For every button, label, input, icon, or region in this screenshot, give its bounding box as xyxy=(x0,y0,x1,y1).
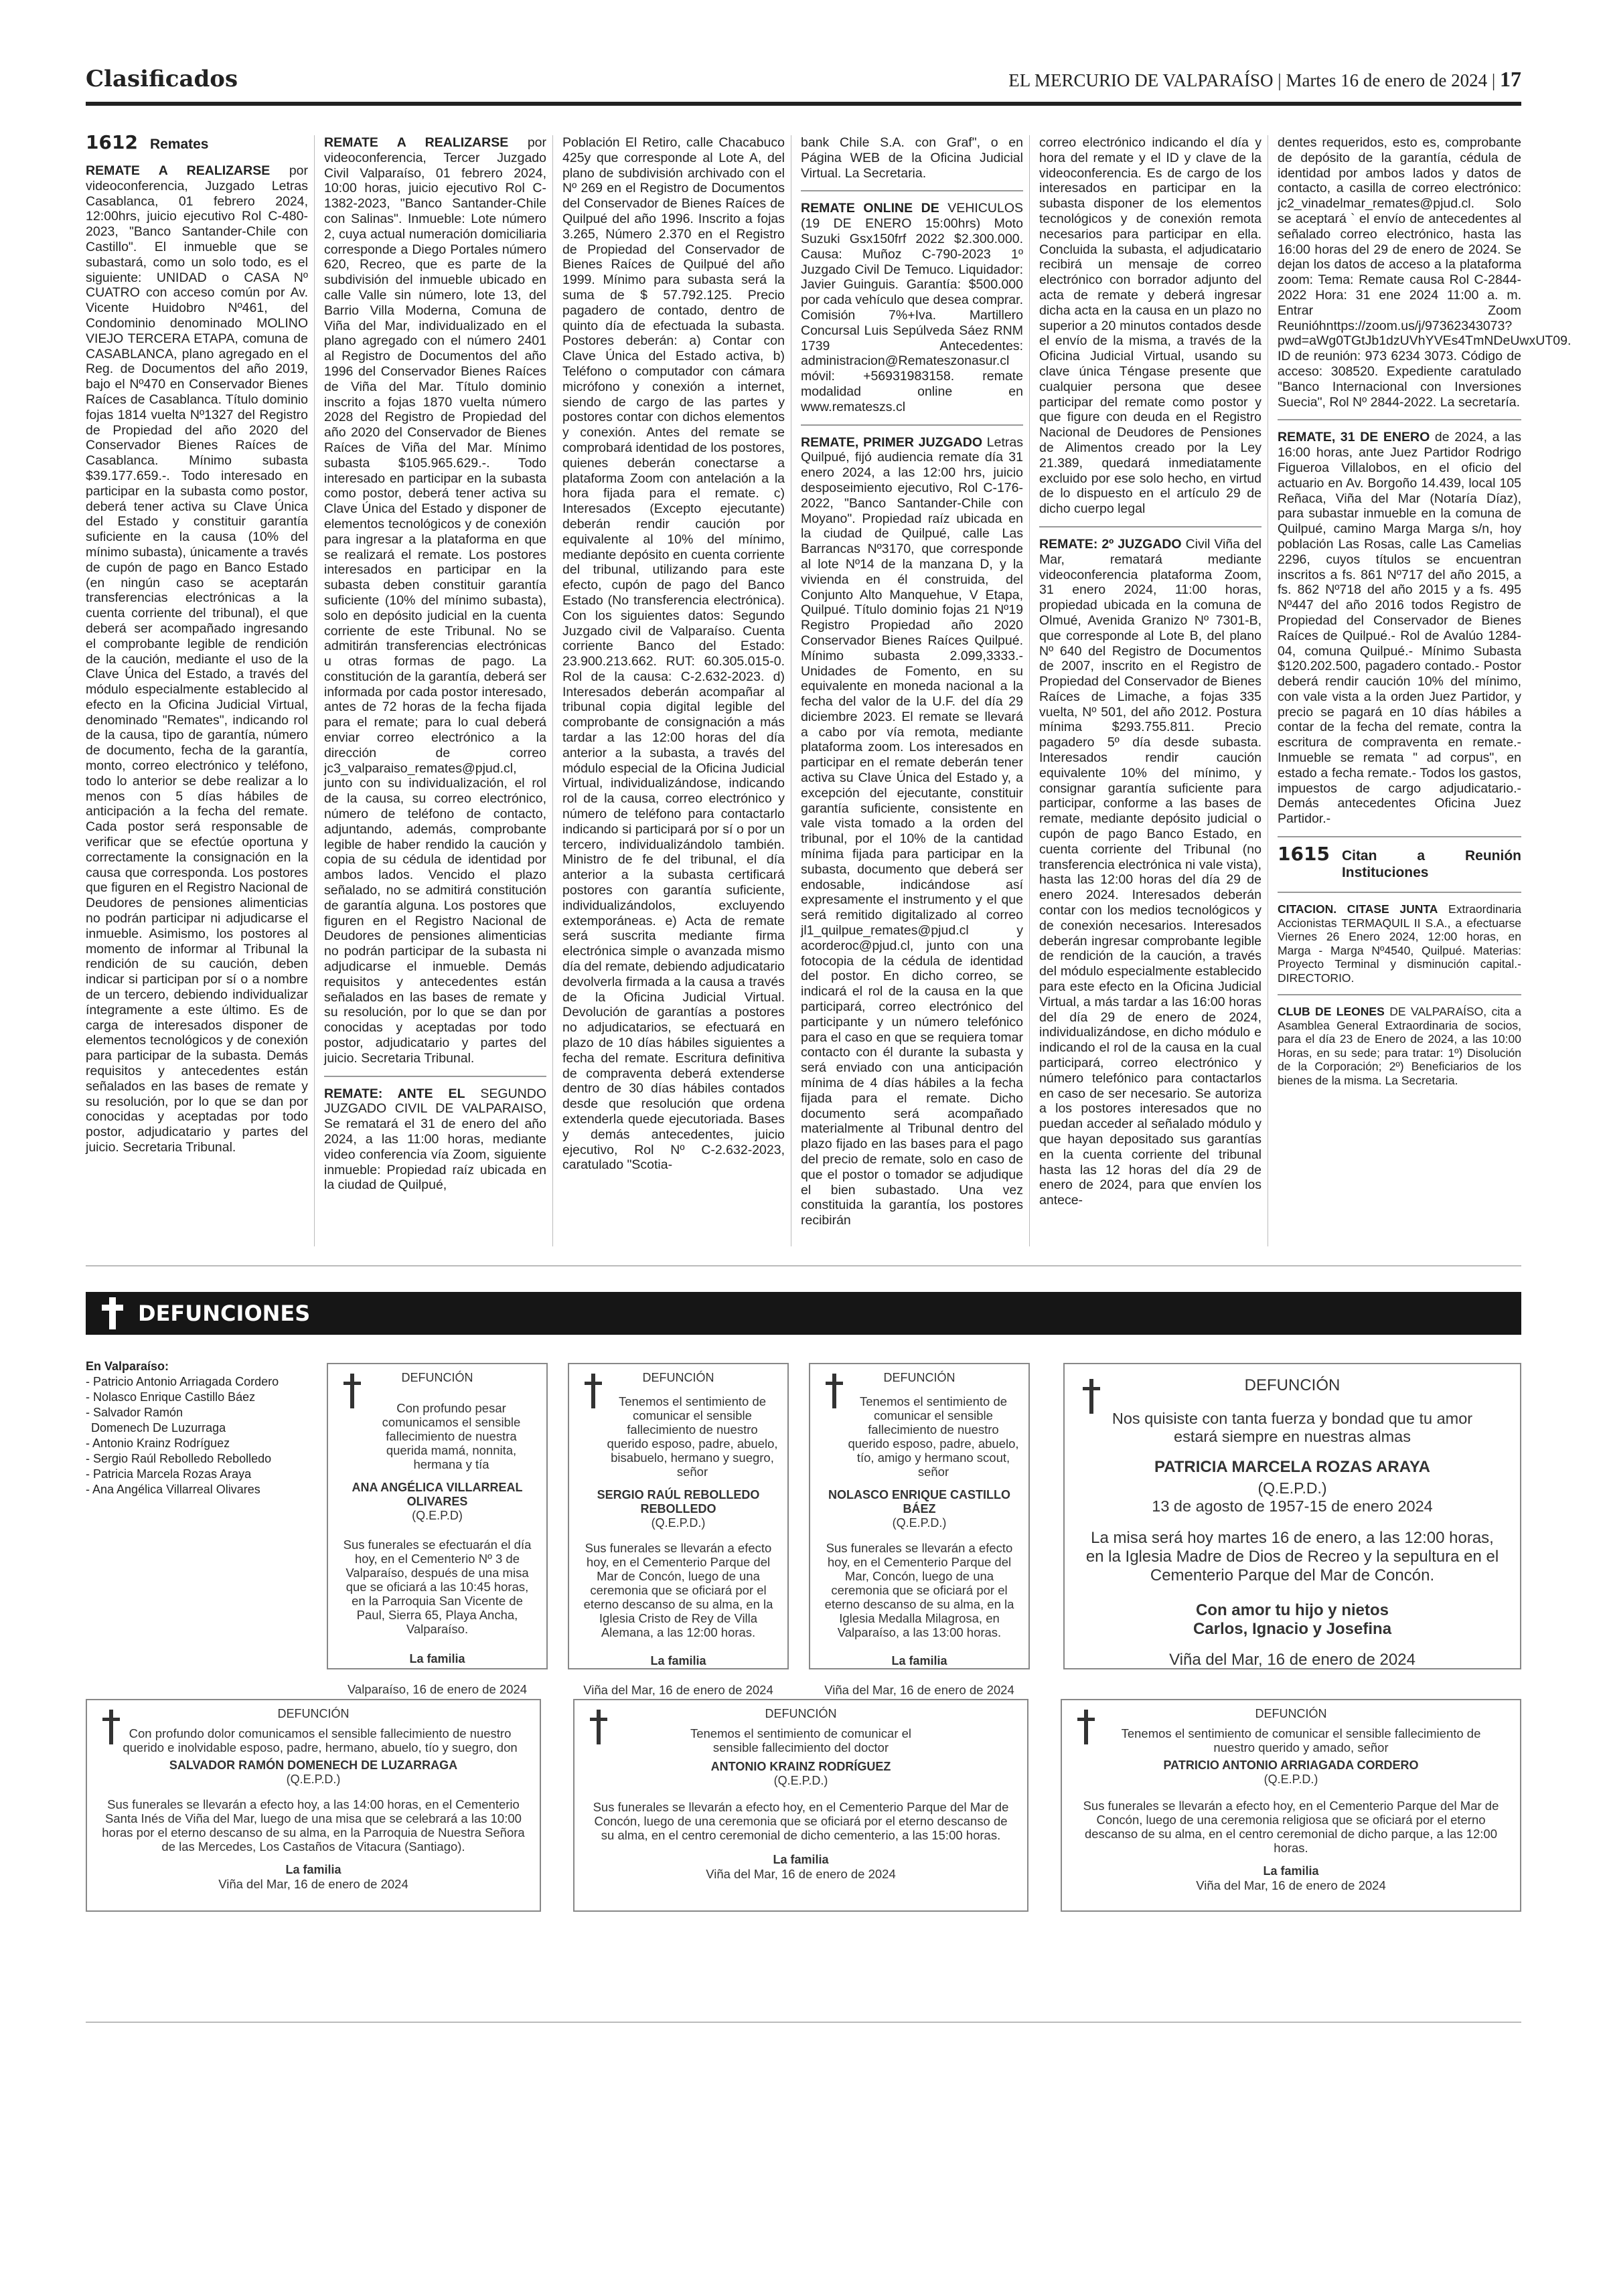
deceased-name: SALVADOR RAMÓN DOMENECH DE LUZARRAGA xyxy=(169,1758,458,1772)
notice-intro: Tenemos el sentimiento de comunicar el sensible fallecimiento del doctor xyxy=(690,1726,912,1754)
notice-body: Sus funerales se llevarán a efecto hoy, a las 14:00 horas, en el Cementerio Santa Inés de Viña del Mar, luego de una misa que se celebrará a las 10:00 horas por el eterno descanso de su alma, en la Parroquia de Nuestra Señora de las Mercedes, Los Castaños de Vitacura (Santiago). xyxy=(102,1797,525,1854)
section-heading-1612 xyxy=(86,131,308,153)
cross-icon xyxy=(587,1708,611,1746)
notice-label: DEFUNCIÓN xyxy=(401,1371,473,1384)
cross-icon xyxy=(340,1372,364,1410)
notice-place-date: Viña del Mar, 16 de enero de 2024 xyxy=(1169,1651,1415,1669)
qepd: (Q.E.P.D) xyxy=(412,1509,463,1522)
obituary-notice xyxy=(568,1363,789,1697)
section-number: 1615 xyxy=(1278,843,1330,866)
classified-ad: REMATE, 31 DE ENERO de 2024, a las 16:00 horas, ante Juez Partidor Rodrigo Figueroa Villalobos, en el oficio del actuario en Av. Borgoño 14.439, local 105 Reñaca, Viña del Mar (Notaría Díaz), para subastar inmueble en la comuna de Quilpué, camino Marga Marga s/n, hoy población Las Rosas, calle Las Camelias 2296, cuyos títulos se encuentran inscritos a fs. 861 Nº717 del año 2015, a fs. 862 Nº718 del año 2015 y a fs. 495 Nº447 del año 2016 todos Registro de Propiedad del Conservador de Bienes Raíces de Quilpué.- Rol de Avalúo 1284-04, comuna Quilpué.- Mínimo Subasta $120.202.500, pagadero contado.- Postor deberá rendir caución 10% del mínimo, con vale vista a la orden Juez Partidor, y precio se pagará en 10 días hábiles a contar de la fecha del remate, contra la escritura de compraventa en remate.- Inmueble se remata " ad corpus", en estado a fecha remate.- Todos los gastos, impuestos de cargo adjudicatario.- Demás antecedentes Oficina Juez Partidor.- xyxy=(1278,430,1521,827)
life-dates: 13 de agosto de 1957-15 de enero 2024 xyxy=(1152,1497,1433,1515)
obituary-notice xyxy=(573,1699,1028,1912)
notice-intro: Tenemos el sentimiento de comunicar el sensible fallecimiento de nuestro querido esposo, padre, abuelo, bisabuelo, hermano y suegro, señor xyxy=(607,1394,778,1479)
notice-place-date: Viña del Mar, 16 de enero de 2024 xyxy=(706,1867,896,1881)
list-item: - Antonio Krainz Rodríguez xyxy=(86,1437,230,1450)
notice-body: Sus funerales se llevarán a efecto hoy, en el Cementerio Parque del Mar de Concón, luego de una ceremonia que se oficiará por el eterno descanso de su alma, en la Iglesia Cristo de Rey de Villa Alemana, a las 12:00 horas. xyxy=(583,1541,773,1639)
column-rule xyxy=(552,135,553,1246)
notice-place-date: Viña del Mar, 16 de enero de 2024 xyxy=(824,1683,1014,1697)
classified-ad: REMATE, PRIMER JUZGADO Letras Quilpué, fijó audiencia remate día 31 enero 2024, a las 12:00 hrs, juicio desposeimiento ejecutivo, Rol C-176-2022, "Banco Santander-Chile con Moyano". Propiedad raíz ubicada en la ciudad de Quilpué, calle Las Barrancas Nº3170, que corresponde al lote Nº14 de la manzana D, y la vivienda en él construida, del Conjunto Alto Manquehue, V Etapa, Quilpué. Título dominio fojas 21 Nº19 Registro Propiedad año 2020 Conservador Bienes Raíces Quilpué. Mínimo subasta 2.099,3333.- Unidades de Fomento, en su equivalente en moneda nacional a la fecha del valor de la U.F. del día 29 diciembre 2023. El remate se llevará a cabo por vía remota, mediante plataforma zoom. Los interesados en participar en el remate deberán tener activa su Clave Única del Estado y, a excepción del ejecutante, constituir garantía suficiente, consistente en vale vista tomado a la orden del tribunal, por el 10% de la cantidad mínima fijada para participar en la subasta, documento que deberá ser endosable, indicándose así expresamente el instrumento y el que será remitido digitalizado al correo jl1_quilpue_remates@pjud.cl y acorderoc@pjud.cl, junto con una fotocopia de la cédula de identidad del postor. En dicho correo, se indicará el rol de la causa en la que participará, correo electrónico del participante y un número telefónico para el caso en que se requiera tomar contacto con él durante la subasta y será enviado con una anticipación mínima de 4 días hábiles a la fecha fijada para el remate. Dicho documento será acompañado materialmente al Tribunal dentro del plazo fijado en las bases para el pago del precio de remate, solo en caso de que el postor o tomador se adjudique el bien subastado. Una vez constituida la garantía, los postores recibirán xyxy=(801,434,1023,1228)
obituaries-title: DEFUNCIONES xyxy=(138,1301,311,1326)
issue-date: Martes 16 de enero de 2024 xyxy=(1286,70,1488,90)
list-item: - Ana Angélica Villarreal Olivares xyxy=(86,1483,260,1496)
divider xyxy=(86,2022,1521,2023)
column-5 xyxy=(1039,135,1261,1246)
divider xyxy=(1278,994,1521,995)
notice-label: DEFUNCIÓN xyxy=(277,1707,350,1720)
column-rule xyxy=(1029,135,1030,1246)
cross-icon xyxy=(1074,1708,1098,1746)
page-header xyxy=(86,62,1521,106)
divider xyxy=(324,1076,546,1077)
classified-ad: CLUB DE LEONES DE VALPARAÍSO, cita a Asamblea General Extraordinaria de socios, para el día 23 de Enero de 2024, a las 10:00 Horas, en su sede; para tratar: 1º) Disolución de la Corporación; 2º) Beneficiarios de los bienes de la misma. La Secretaria. xyxy=(1278,1005,1521,1087)
list-item: - Salvador Ramón xyxy=(86,1406,183,1419)
signature: La familia xyxy=(409,1652,465,1665)
classified-ad: REMATE: ANTE EL SEGUNDO JUZGADO CIVIL DE VALPARAISO, Se rematará el 31 de enero del año 2024, a las 11:00 horas, mediante video conferencia vía Zoom, siguiente inmueble: Propiedad raíz ubicada en la ciudad de Quilpué, xyxy=(324,1086,546,1193)
notice-intro: Con profundo dolor comunicamos el sensible fallecimiento de nuestro querido e inolvidable esposo, padre, hermano, abuelo, tío y suegro, don xyxy=(123,1726,518,1754)
signature: La familia xyxy=(891,1654,947,1667)
cross-icon xyxy=(95,1296,130,1331)
paper-name: EL MERCURIO DE VALPARAÍSO xyxy=(1008,70,1274,90)
classified-ad: REMATE ONLINE DE VEHICULOS (19 DE ENERO 15:00hrs) Moto Suzuki Gsx150frf 2022 $2.300.000. Causa: Muñoz C-790-2023 1º Juzgado Civil De Temuco. Liquidador: Javier Guinguis. Garantía: $500.000 por cada vehículo que desea comprar. Comisión 7%+Iva. Martillero Concursal Luis Sepúlveda Sáez RNM 1739 Antecedentes: administracion@Remateszonasur.cl móvil: +56931983158. remate modalidad online en www.remateszs.cl xyxy=(801,201,1023,414)
notice-place-date: Viña del Mar, 16 de enero de 2024 xyxy=(1196,1878,1386,1892)
masthead-info: EL MERCURIO DE VALPARAÍSO | Martes 16 de enero de 2024 | 17 xyxy=(1008,67,1521,91)
classified-ad: dentes requeridos, esto es, comprobante de depósito de la garantía, cédula de identidad por ambos lados y datos de contacto, a casilla de correo electrónico: jc2_vinadelmar_remates@pjud.cl. Solo se aceptará ` el envío de antecedentes al señalado correo electrónico, hasta las 16:00 horas del 29 de enero de 2024. Se dejan los datos de acceso a la plataforma zoom: Tema: Remate causa Rol C-2844-2022 Hora: 31 ene 2024 11:00 a. m. Entrar Zoom Reunióhnttps://zoom.us/j/97362343073? pwd=aWg0TGtJb1dzUVhYVEs4TmNDeUwxUT09. ID de reunión: 973 6234 3073. Código de acceso: 308520. Expediente caratulado "Banco Internacional con Inversiones Suecia", Rol Nº 2844-2022. La secretaría. xyxy=(1278,135,1572,410)
divider xyxy=(1278,892,1521,893)
list-item: - Patricio Antonio Arriagada Cordero xyxy=(86,1375,279,1388)
classified-ad: REMATE A REALIZARSE por videoconferencia, Juzgado Letras Casablanca, 01 febrero 2024, 12:00hrs, juicio ejecutivo Rol C-480-2023, "Banco Santander-Chile con Castillo". El inmueble que se subastará, como un solo todo, es el siguiente: UNIDAD o CASA Nº CUATRO con acceso común por Av. Vicente Huidobro Nº461, del Condominio denominado MOLINO VIEJO TERCERA ETAPA, comuna de CASABLANCA, plano agregado en el Reg. de Documentos del año 2019, bajo el Nº470 en Conservador Bienes Raíces de Casablanca. Título dominio fojas 1814 vuelta Nº1327 del Registro de Propiedad del año 2020 del Conservador Bienes Raíces de Casablanca. Mínimo subasta $39.177.659.-. Todo interesado en participar en la subasta como postor, deberá tener activa su Clave Única del Estado y constituir garantía suficiente en la causa (10% del mínimo subasta), únicamente a través de cupón de pago en Banco Estado (en ningún caso se aceptarán transferencias electrónicas a la cuenta corriente del tribunal), el que deberá ser acompañado ingresando el comprobante legible de rendición de la caución, mediante el uso de la Clave Única del Estado, a través del módulo especialmente establecido al efecto en la Oficina Judicial Virtual, denominado "Remates", indicando rol de la causa, tipo de garantía, número de documento, fecha de la garantía, monto, correo electrónico y teléfono, todo lo anterior se debe realizar a lo menos con 5 días hábiles de anticipación a la fecha del remate. Cada postor será responsable de verificar que se efectúe oportuna y correctamente la consignación en la causa que corresponda. Los postores que figuren en el Registro Nacional de Deudores de pensiones alimenticias no podrán participar ni adjudicarse el inmueble. Asimismo, los postores al momento de informar al Tribunal la rendición de su caución, deben indicar si participan por sí o a nombre de un tercero, debiendo individualizar íntegramente a este último. Es de carga de interesados disponer de elementos tecnológicos y de conexión para participar de la subasta. Demás requisitos y antecedentes están señalados en las bases de remate y su resolución, por lo que se dan por conocidas y aceptadas por todo postor, adjudicatario y partes del juicio. Secretaria Tribunal. xyxy=(86,163,308,1155)
obituaries-banner xyxy=(86,1292,1521,1335)
obituary-notice xyxy=(1063,1363,1521,1669)
qepd: (Q.E.P.D.) xyxy=(773,1774,828,1787)
section-title: Clasificados xyxy=(86,66,238,92)
cross-icon xyxy=(822,1372,846,1410)
notice-label: DEFUNCIÓN xyxy=(883,1371,955,1384)
notice-label: DEFUNCIÓN xyxy=(765,1707,837,1720)
signature-names: Carlos, Ignacio y Josefina xyxy=(1193,1620,1392,1638)
divider xyxy=(1039,526,1261,527)
column-3 xyxy=(562,135,785,1246)
divider xyxy=(801,190,1023,191)
notice-intro: Con profundo pesar comunicamos el sensible fallecimiento de nuestra querida mamá, nonnita, hermana y tía xyxy=(382,1401,521,1471)
section-label: Citan a Reunión Instituciones xyxy=(1341,848,1521,881)
notice-body: La misa será hoy martes 16 de enero, a las 12:00 horas, en la Iglesia Madre de Dios de Recreo y la sepultura en el Cementerio Parque del Mar de Concón. xyxy=(1085,1529,1499,1584)
classified-ad: REMATE: 2º JUZGADO Civil Viña del Mar, rematará mediante videoconferencia plataforma Zoom, 31 enero 2024, 11:00 horas, propiedad ubicada en la comuna de Olmué, Avenida Granizo Nº 7301-B, que corresponde al Lote B, del plano Nº 640 del Registro de Documentos de 2007, inscrito en el Registro de Propiedad del Conservador de Bienes Raíces de Limache, a fojas 335 vuelta, Nº 501, del año 2012. Postura mínima $293.755.811. Precio pagadero 5º día desde subasta. Interesados rendir caución equivalente 10% del mínimo, y consignar garantía suficiente para participar, conforme a las bases de remate, mediante depósito judicial o cupón de pago Banco Estado, en cuenta corriente del Tribunal (no transferencia electrónica ni vale vista), hasta las 12:00 horas del día 29 de enero 2024. Interesados deberán contar con los medios tecnológicos y de conexión necesarios. Interesados deberán ingresar comprobante legible de rendición de la caución, a través del módulo especialmente establecido para este efecto en la Oficina Judicial Virtual, a más tardar a las 16:00 horas del día 29 de enero de 2024, individualizándose, en dicho módulo e indicando el rol de la causa en la cual participará, correo electrónico y número telefónico para contactarlos en caso de ser necesario. Se autoriza a los postores interesados que no puedan acceder al señalado módulo y que hayan depositado sus garantías en la cuenta corriente del tribunal hasta las 12 horas del día 29 de enero de 2024, para que envíen los antece- xyxy=(1039,536,1262,1208)
signature: La familia xyxy=(773,1853,829,1866)
signature: Con amor tu hijo y nietos xyxy=(1195,1601,1389,1619)
qepd: (Q.E.P.D.) xyxy=(1257,1479,1327,1497)
deceased-name: ANA ANGÉLICA VILLARREAL OLIVARES xyxy=(352,1481,523,1508)
column-rule xyxy=(314,135,315,1246)
classified-ad: bank Chile S.A. con Graf", o en Página WEB de la Oficina Judicial Virtual. La Secretaria. xyxy=(801,135,1023,181)
classified-ad: Población El Retiro, calle Chacabuco 425y que corresponde al Lote A, del plano de subdivisión archivado con el Nº 269 en el Registro de Documentos del Conservador de Bienes Raíces de Quilpué del año 1996. Inscrito a fojas 3.265, Número 2.370 en el Registro de Propiedad del Conservador de Bienes Raíces de Quilpué del año 1999. Mínimo para subasta será la suma de $ 57.792.125. Precio pagadero de contado, dentro de quinto día de efectuada la subasta. Postores deberán: a) Contar con Clave Única del Estado activa, b) Teléfono o computador con cámara micrófono y conexión a internet, siendo de cargo de las partes y postores contar con dichos elementos y conexión. Antes del remate se comprobará identidad de los postores, quienes deberán conectarse a plataforma Zoom con antelación a la hora fijada para el remate. c) Interesados (Excepto ejecutante) deberán rendir caución por equivalente al 10% del mínimo, mediante depósito en cuenta corriente del tribunal, utilizando para este efecto, cupón de pago del Banco Estado (No transferencia electrónica). Con los siguientes datos: Segundo Juzgado civil de Valparaíso. Cuenta corriente Banco del Estado: 23.900.213.662. RUT: 60.305.015-0. Rol de la causa: C-2.632-2023. d) Interesados deberán acompañar al tribunal copia digital legible del comprobante de consignación a más tardar a las 12:00 horas del día anterior a la subasta, a través del módulo especial de la Oficina Judicial Virtual, individualizándose, indicando rol de la causa, correo electrónico y número de teléfono para contactarlo indicando si participará por sí o por un tercero, individualizándolo también. Ministro de fe del tribunal, el día anterior a la subasta certificará postores con garantía suficiente, individualizándolos, excluyendo extemporáneas. e) Acta de remate será suscrita mediante firma electrónica simple o avanzada mismo día del remate, debiendo adjudicatario devolverla firmada a la causa a través de la Oficina Judicial Virtual. Devolución de garantías a postores no adjudicatarios, se efectuará en plazo de 10 días hábiles siguientes a fecha del remate. Escritura definitiva de compraventa deberá extenderse dentro de 30 días hábiles contados desde que resolución que ordena extenderla quede ejecutoriada. Bases y demás antecedentes, juicio ejecutivo, Rol Nº C-2.632-2023, caratulado "Scotia- xyxy=(562,135,785,1173)
section-number: 1612 xyxy=(86,131,138,153)
notice-intro: Nos quisiste con tanta fuerza y bondad que tu amor estará siempre en nuestras almas xyxy=(1112,1410,1473,1445)
cross-icon xyxy=(99,1708,123,1746)
notice-body: Sus funerales se llevarán a efecto hoy, en el Cementerio Parque del Mar, Concón, luego de una ceremonia que se oficiará por el eterno descanso de su alma, en la Iglesia Medalla Milagrosa, en Valparaíso, a las 13:00 horas. xyxy=(824,1541,1014,1639)
deceased-name: SERGIO RAÚL REBOLLEDO REBOLLEDO xyxy=(597,1488,760,1515)
classified-ad: REMATE A REALIZARSE por videoconferencia, Tercer Juzgado Civil Valparaíso, 01 febrero 2024, 10:00 horas, juicio ejecutivo Rol C-1382-2023, "Banco Santander-Chile con Salinas". Inmueble: Lote número 2, cuya actual numeración domiciliaria corresponde a Diego Portales número 620, Recreo, que es parte de la subdivisión del inmueble ubicado en calle Valle sin número, lote 13, del Barrio Villa Moderna, Comuna de Viña del Mar, individualizado en el plano agregado con el número 2401 al Registro de Documentos del año 1996 del Conservador Bienes Raíces de Viña del Mar. Título dominio inscrito a fojas 1870 vuelta número 2028 del Registro de Propiedad del año 2020 del Conservador de Bienes Raíces de Viña del Mar. Mínimo subasta $105.965.629.-. Todo interesado en participar en la subasta como postor, deberá tener activa su Clave Única del Estado y disponer de elementos tecnológicos y de conexión para ingresar a la plataforma en que se realizará el remate. Los postores interesados en participar en la subasta deben constituir garantía suficiente (10% del mínimo subasta), solo en depósito judicial en la cuenta corriente de este Tribunal. No se admitirán transferencias electrónicas u otras formas de pago. La constitución de la garantía, deberá ser informada por cada postor interesado, antes de 72 horas de la fecha fijada para el remate; para lo cual deberá enviar correo electrónico a la dirección de correo jc3_valparaiso_remates@pjud.cl, junto con su individualización, el rol de la causa, su correo electrónico, número de teléfono de contacto, adjuntando, además, comprobante legible de haber rendido la caución y copia de su cédula de identidad por ambos lados. Vencido el plazo señalado, no se admitirá constitución de garantía alguna. Los postores que figuren en el Registro Nacional de Deudores de pensiones alimenticias no podrán participar de la subasta ni adjudicarse el inmueble. Demás requisitos y antecedentes están señalados en las bases de remate y su resolución, por lo que se dan por conocidas y aceptadas por todo postor, adjudicatario y partes del juicio. Secretaria Tribunal. xyxy=(324,135,546,1066)
list-item: Domenech De Luzurraga xyxy=(91,1421,226,1434)
deceased-name: PATRICIO ANTONIO ARRIAGADA CORDERO xyxy=(1163,1758,1419,1772)
page-number: 17 xyxy=(1500,67,1521,91)
valparaiso-heading: En Valparaíso: xyxy=(86,1360,169,1373)
obituary-notice xyxy=(327,1363,548,1696)
signature: La familia xyxy=(650,1654,706,1667)
notice-body: Sus funerales se llevarán a efecto hoy, en el Cementerio Parque del Mar de Concón, luego de una ceremonia que se oficiará por el eterno descanso de su alma, en el centro ceremonial de dicho cementerio, a las 15:00 horas. xyxy=(593,1800,1009,1842)
qepd: (Q.E.P.D.) xyxy=(651,1516,706,1530)
notice-label: DEFUNCIÓN xyxy=(1255,1707,1327,1720)
divider xyxy=(86,1265,1521,1266)
obituary-notice xyxy=(1061,1699,1521,1912)
signature: La familia xyxy=(285,1863,341,1876)
notice-body: Sus funerales se efectuarán el día hoy, en el Cementerio Nº 3 de Valparaíso, después de una misa que se oficiará a las 10:45 horas, en la Parroquia San Vicente de Paul, Sierra 65, Playa Ancha, Valparaíso. xyxy=(343,1538,532,1636)
deceased-name: NOLASCO ENRIQUE CASTILLO BÁEZ xyxy=(828,1488,1010,1515)
deceased-name: PATRICIA MARCELA ROZAS ARAYA xyxy=(1154,1458,1431,1476)
valparaiso-list xyxy=(86,1359,313,1497)
notice-label: DEFUNCIÓN xyxy=(642,1371,714,1384)
divider xyxy=(801,424,1023,426)
cross-icon xyxy=(1079,1378,1103,1415)
notice-intro: Tenemos el sentimiento de comunicar el sensible fallecimiento de nuestro querido y amado, señor xyxy=(1121,1726,1481,1754)
list-item: - Nolasco Enrique Castillo Báez xyxy=(86,1390,256,1404)
obituary-notice xyxy=(809,1363,1030,1697)
notice-label: DEFUNCIÓN xyxy=(1244,1376,1341,1394)
notice-intro: Tenemos el sentimiento de comunicar el sensible fallecimiento de nuestro querido esposo, padre, abuelo, tío, amigo y hermano scout, señor xyxy=(848,1394,1019,1479)
cross-icon xyxy=(581,1372,605,1410)
divider xyxy=(1278,419,1521,420)
qepd: (Q.E.P.D.) xyxy=(286,1773,341,1786)
notice-place-date: Viña del Mar, 16 de enero de 2024 xyxy=(583,1683,773,1697)
signature: La familia xyxy=(1263,1864,1319,1878)
classified-ad: CITACION. CITASE JUNTA Extraordinaria Accionistas TERMAQUIL II S.A., a efectuarse Viernes 26 Enero 2024, 12:00 horas, en Marga - Marga Nº4540, Quilpué. Materias: Proyecto Terminal y disminución capital.- DIRECTORIO. xyxy=(1278,902,1521,985)
notice-body: Sus funerales se llevarán a efecto hoy, en el Cementerio Parque del Mar de Concón, luego de una ceremonia religiosa que se oficiará por el eterno descanso de su alma, en el centro ceremonial de dicho parque, a las 12:00 horas. xyxy=(1083,1799,1499,1855)
deceased-name: ANTONIO KRAINZ RODRÍGUEZ xyxy=(710,1760,891,1773)
classified-ad: correo electrónico indicando el día y hora del remate y el ID y clave de la videoconferencia. Es de cargo de los interesados en participar en la subasta disponer de los elementos tecnológicos y de conexión remota necesarios para participar en ella. Concluida la subasta, el adjudicatario recibirá un mensaje de correo electrónico con borrador adjunto del acta de remate y deberá ingresar dicha acta en la causa en un plazo no superior a 20 minutos contados desde el envío de la misma, a través de la Oficina Judicial Virtual, usando su clave única Téngase presente que cualquier persona que desee participar del remate como postor y que figure con deuda en el Registro Nacional de Deudores de Pensiones de Alimentos creado por la Ley 21.389, quedará inmediatamente excluido por ese solo hecho, en virtud de lo dispuesto en el artículo 29 de dicho cuerpo legal xyxy=(1039,135,1261,517)
column-4 xyxy=(801,135,1023,1246)
qepd: (Q.E.P.D.) xyxy=(892,1516,947,1530)
obituary-notice xyxy=(86,1699,541,1912)
notice-place-date: Viña del Mar, 16 de enero de 2024 xyxy=(218,1877,408,1891)
column-1 xyxy=(86,131,308,1246)
section-label: Remates xyxy=(149,137,209,152)
qepd: (Q.E.P.D.) xyxy=(1264,1773,1318,1786)
notice-place-date: Valparaíso, 16 de enero de 2024 xyxy=(347,1682,528,1696)
section-heading-1615 xyxy=(1278,843,1521,881)
column-6 xyxy=(1278,135,1572,1246)
column-2 xyxy=(324,135,546,1246)
list-item: - Sergio Raúl Rebolledo Rebolledo xyxy=(86,1452,272,1465)
list-item: - Patricia Marcela Rozas Araya xyxy=(86,1467,252,1481)
divider xyxy=(1278,836,1521,837)
